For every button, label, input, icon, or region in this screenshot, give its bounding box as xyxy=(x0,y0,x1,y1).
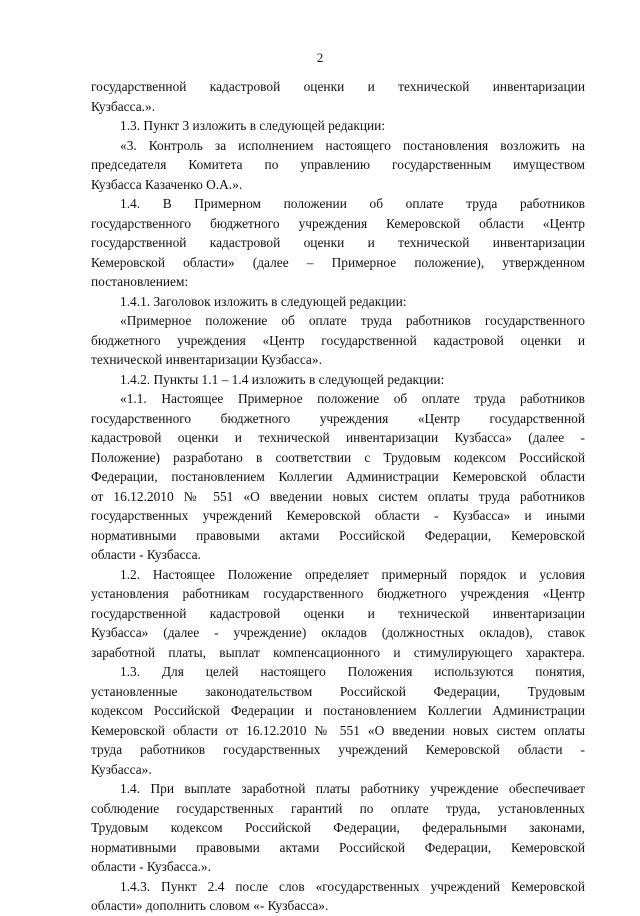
text-line: установленные законодательством Российской Федерации, Трудовым xyxy=(91,683,585,699)
text-line: 1.4.3. Пункт 2.4 после слов «государственных учреждений Кемеровской xyxy=(120,878,585,894)
text-line: установления работникам государственного бюджетного учреждения «Центр xyxy=(91,586,585,601)
text-line: бюджетного учреждения «Центр государственной кадастровой оценки и xyxy=(91,332,585,348)
text-line: нормативными правовыми актами Российской Федерации, Кемеровской xyxy=(91,839,585,855)
text-line: кадастровой оценки и технической инвентаризации Кузбасса» (далее - xyxy=(91,430,585,445)
text-line: председателя Комитета по управлению государственным имуществом xyxy=(91,157,585,172)
text-line: 1.3. Для целей настоящего Положения используются понятия, xyxy=(120,664,585,679)
text-line: государственной кадастровой оценки и технической инвентаризации xyxy=(91,79,585,94)
text-line: государственной кадастровой оценки и технической инвентаризации xyxy=(91,235,585,250)
text-line: Кемеровской области от 16.12.2010 № 551 «О введении новых систем оплаты xyxy=(91,722,585,738)
text-line: государственной кадастровой оценки и технической инвентаризации xyxy=(91,605,585,621)
text-line: «Примерное положение об оплате труда работников государственного xyxy=(120,313,585,328)
text-line: Кузбасса». xyxy=(91,761,152,777)
text-line: труда работников государственных учреждений Кемеровской области - xyxy=(91,742,585,757)
text-line: Федерации, постановлением Коллегии Администрации Кемеровской области xyxy=(91,469,585,484)
text-line: 1.4. При выплате заработной платы работнику учреждение обеспечивает xyxy=(120,781,585,796)
text-line: нормативными правовыми актами Российской Федерации, Кемеровской xyxy=(91,527,585,543)
text-line: соблюдение государственных гарантий по оплате труда, установленных xyxy=(91,800,585,816)
text-line: заработной платы, выплат компенсационного и стимулирующего характера. xyxy=(91,644,585,660)
text-line: «3. Контроль за исполнением настоящего постановления возложить на xyxy=(120,137,585,153)
text-line: 1.4.2. Пункты 1.1 – 1.4 изложить в следующей редакции: xyxy=(120,371,445,387)
text-line: области» дополнить словом «- Кузбасса». xyxy=(91,898,329,913)
text-line: области - Кузбасса. xyxy=(91,547,201,562)
text-line: области - Кузбасса.». xyxy=(91,859,211,874)
text-line: «1.1. Настоящее Примерное положение об оплате труда работников xyxy=(120,391,585,406)
text-line: технической инвентаризации Кузбасса». xyxy=(91,352,322,367)
text-line: 1.2. Настоящее Положение определяет примерный порядок и условия xyxy=(120,566,585,582)
text-line: кодексом Российской Федерации и постановлением Коллегии Администрации xyxy=(91,703,585,718)
document-body xyxy=(91,77,585,916)
text-line: Кузбасса» (далее - учреждение) окладов (должностных окладов), ставок xyxy=(91,625,585,640)
text-line: Трудовым кодексом Российской Федерации, федеральными законами, xyxy=(91,820,585,835)
text-line: Кемеровской области» (далее – Примерное положение), утвержденном xyxy=(91,254,585,270)
text-line: 1.4. В Примерном положении об оплате труда работников xyxy=(120,196,585,211)
text-line: Кузбасса Казаченко О.А.». xyxy=(91,176,243,192)
text-line: постановлением: xyxy=(91,274,189,289)
text-line: Положение) разработано в соответствии с Трудовым кодексом Российской xyxy=(91,449,585,465)
page-number: 2 xyxy=(316,50,324,65)
text-line: 1.4.1. Заголовок изложить в следующей редакции: xyxy=(120,293,407,309)
text-line: Кузбасса.». xyxy=(91,98,156,114)
text-line: 1.3. Пункт 3 изложить в следующей редакции: xyxy=(120,118,386,133)
text-line: государственных учреждений Кемеровской области - Кузбасса» и иными xyxy=(91,508,585,523)
text-line: государственного бюджетного учреждения Кемеровской области «Центр xyxy=(91,215,585,231)
text-line: от 16.12.2010 № 551 «О введении новых систем оплаты труда работников xyxy=(91,488,585,504)
text-line: государственного бюджетного учреждения «Центр государственной xyxy=(91,410,585,426)
